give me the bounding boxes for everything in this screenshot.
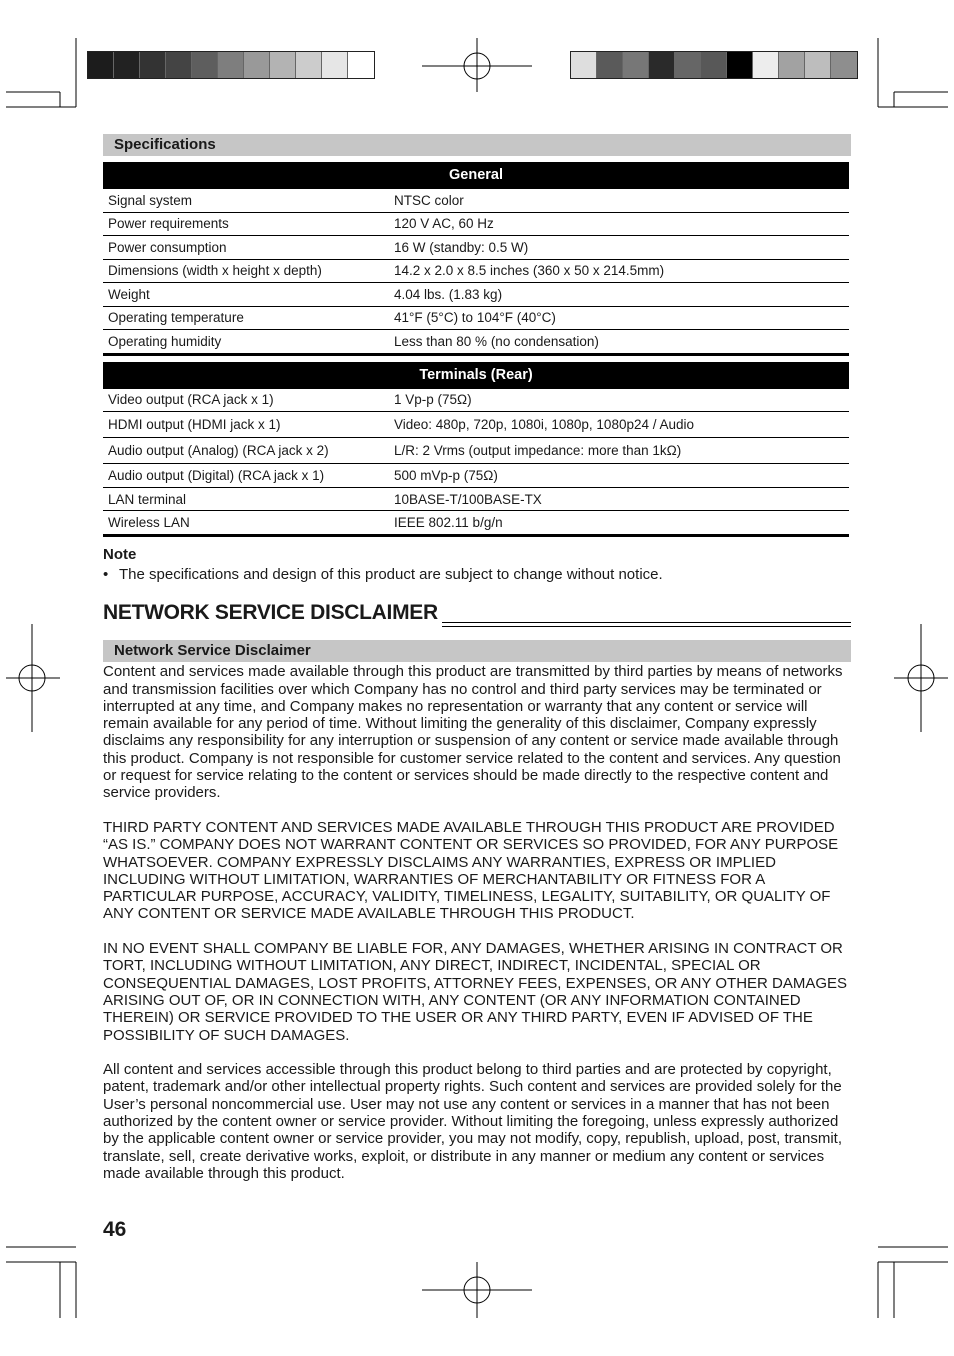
note-item [103,565,851,585]
table-row [103,306,849,330]
spec-label: LAN terminal [103,487,389,511]
spec-label: Operating humidity [103,330,389,355]
spec-value: Video: 480p, 720p, 1080i, 1080p, 1080p24 / Audio [389,412,849,438]
color-swatch [218,52,244,78]
color-swatch [140,52,166,78]
color-swatch [831,52,857,78]
disclaimer-section-title: Network Service Disclaimer [103,640,851,662]
terminals-table-header: Terminals (Rear) [103,362,849,389]
spec-label: Wireless LAN [103,511,389,536]
spec-label: Power requirements [103,212,389,236]
registration-mark-top [422,38,532,92]
color-swatch [192,52,218,78]
color-swatch [322,52,348,78]
note-text: The specifications and design of this product are subject to change without notice. [119,566,663,584]
spec-label: Audio output (Analog) (RCA jack x 2) [103,438,389,464]
spec-label: Weight [103,283,389,307]
registration-mark-bottom [422,1262,532,1318]
spec-label: Power consumption [103,236,389,260]
color-calibration-bar-left [87,51,375,79]
spec-value: 4.04 lbs. (1.83 kg) [389,283,849,307]
spec-value: IEEE 802.11 b/g/n [389,511,849,536]
spec-value: 41°F (5°C) to 104°F (40°C) [389,306,849,330]
note-title: Note [103,546,137,564]
page-number: 46 [103,1218,127,1241]
bullet-icon: • [103,566,109,584]
registration-mark-left [6,624,60,732]
table-row [103,412,849,438]
color-swatch [597,52,623,78]
table-row [103,463,849,487]
table-row [103,259,849,283]
spec-value: Less than 80 % (no condensation) [389,330,849,355]
table-row [103,438,849,464]
disclaimer-paragraph-4: All content and services accessible through this product belong to third parties and are protected by copyright, patent, trademark and/or other intellectual property rights. Such content and services are provided solely for the User’s personal noncommercial use. User may not use any content or services in a manner that has not been authorized by the content owner or service provider. Without limiting the foregoing, unless expressly authorized by the applicable content owner or service provider, you may not modify, copy, republish, upload, post, transmit, translate, sell, create derivative works, exploit, or distribute in any manner or medium any content or services made available through this product. [103,1061,842,1182]
table-row [103,189,849,213]
color-swatch [805,52,831,78]
color-swatch [727,52,753,78]
table-row [103,283,849,307]
color-calibration-bar-right [570,51,858,79]
table-row [103,236,849,260]
spec-label: Video output (RCA jack x 1) [103,388,389,412]
specifications-section-title: Specifications [103,134,851,156]
disclaimer-paragraph-3: IN NO EVENT SHALL COMPANY BE LIABLE FOR, ANY DAMAGES, WHETHER ARISING IN CONTRACT OR TORT, INCLUDING WITHOUT LIMITATION, ANY DIRECT, INDIRECT, INCIDENTAL, SPECIAL OR CONSEQUENTIAL DAMAGES, LOST PROFITS, ATTORNEY FEES, EXPENSES, OR ANY OTHER DAMAGES ARISING OUT OF, OR IN CONNECTION WITH, ANY CONTENT (OR ANY INFORMATION CONTAINED THEREIN) OR SERVICE PROVIDED TO THE USER OR ANY THIRD PARTY, EVEN IF ADVISED OF THE POSSIBILITY OF SUCH DAMAGES. [103,940,848,1044]
registration-mark-right [894,624,948,732]
table-row [103,330,849,355]
table-row [103,487,849,511]
disclaimer-paragraph-2: THIRD PARTY CONTENT AND SERVICES MADE AVAILABLE THROUGH THIS PRODUCT ARE PROVIDED “AS IS.” COMPANY DOES NOT WARRANT CONTENT OR SERVICES SO PROVIDED, FOR ANY PURPOSE WHATSOEVER. COMPANY EXPRESSLY DISCLAIMS ANY WARRANTIES, EXPRESS OR IMPLIED INCLUDING WITHOUT LIMITATION, WARRANTIES OF MERCHANTABILITY OR FITNESS FOR A PARTICULAR PURPOSE, ACCURACY, VALIDITY, TIMELINESS, LEGALITY, SUITABILITY, OR QUALITY OF ANY CONTENT OR SERVICE MADE AVAILABLE THROUGH THIS PRODUCT. [103,818,839,923]
disclaimer-paragraph-1: Content and services made available through this product are transmitted by third parties by means of networks and transmission facilities over which Company has no control and third party services may be terminated or interrupted at any time, and Company makes no representation or warranty that any content or service will remain available for any period of time. Without limiting the generality of this disclaimer, Company expressly disclaims any responsibility for any interruption or suspension of any content or service made available through this product. Company is not responsible for customer service related to the content and services. Any question or request for service relating to the content or services should be made directly to the respective content and service providers. [103,663,843,802]
color-swatch [571,52,597,78]
spec-label: Audio output (Digital) (RCA jack x 1) [103,463,389,487]
color-swatch [166,52,192,78]
disclaimer-heading-text: NETWORK SERVICE DISCLAIMER [103,599,442,627]
spec-label: HDMI output (HDMI jack x 1) [103,412,389,438]
general-table-header: General [103,162,849,189]
table-row [103,212,849,236]
color-swatch [296,52,322,78]
spec-value: 14.2 x 2.0 x 8.5 inches (360 x 50 x 214.5mm) [389,259,849,283]
color-swatch [701,52,727,78]
spec-value: 10BASE-T/100BASE-TX [389,487,849,511]
spec-label: Operating temperature [103,306,389,330]
spec-value: NTSC color [389,189,849,213]
color-swatch [623,52,649,78]
spec-value: 500 mVp-p (75Ω) [389,463,849,487]
color-swatch [270,52,296,78]
table-row [103,388,849,412]
spec-value: 16 W (standby: 0.5 W) [389,236,849,260]
spec-value: L/R: 2 Vrms (output impedance: more than 1kΩ) [389,438,849,464]
general-spec-table [103,162,849,356]
page-content [103,134,851,1182]
spec-label: Dimensions (width x height x depth) [103,259,389,283]
disclaimer-heading [103,599,851,629]
spec-value: 1 Vp-p (75Ω) [389,388,849,412]
color-swatch [779,52,805,78]
color-swatch [244,52,270,78]
table-row [103,511,849,536]
color-swatch [114,52,140,78]
color-swatch [649,52,675,78]
spec-value: 120 V AC, 60 Hz [389,212,849,236]
color-swatch [675,52,701,78]
color-swatch [88,52,114,78]
color-swatch [753,52,779,78]
spec-label: Signal system [103,189,389,213]
terminals-spec-table [103,362,849,538]
color-swatch [348,52,374,78]
